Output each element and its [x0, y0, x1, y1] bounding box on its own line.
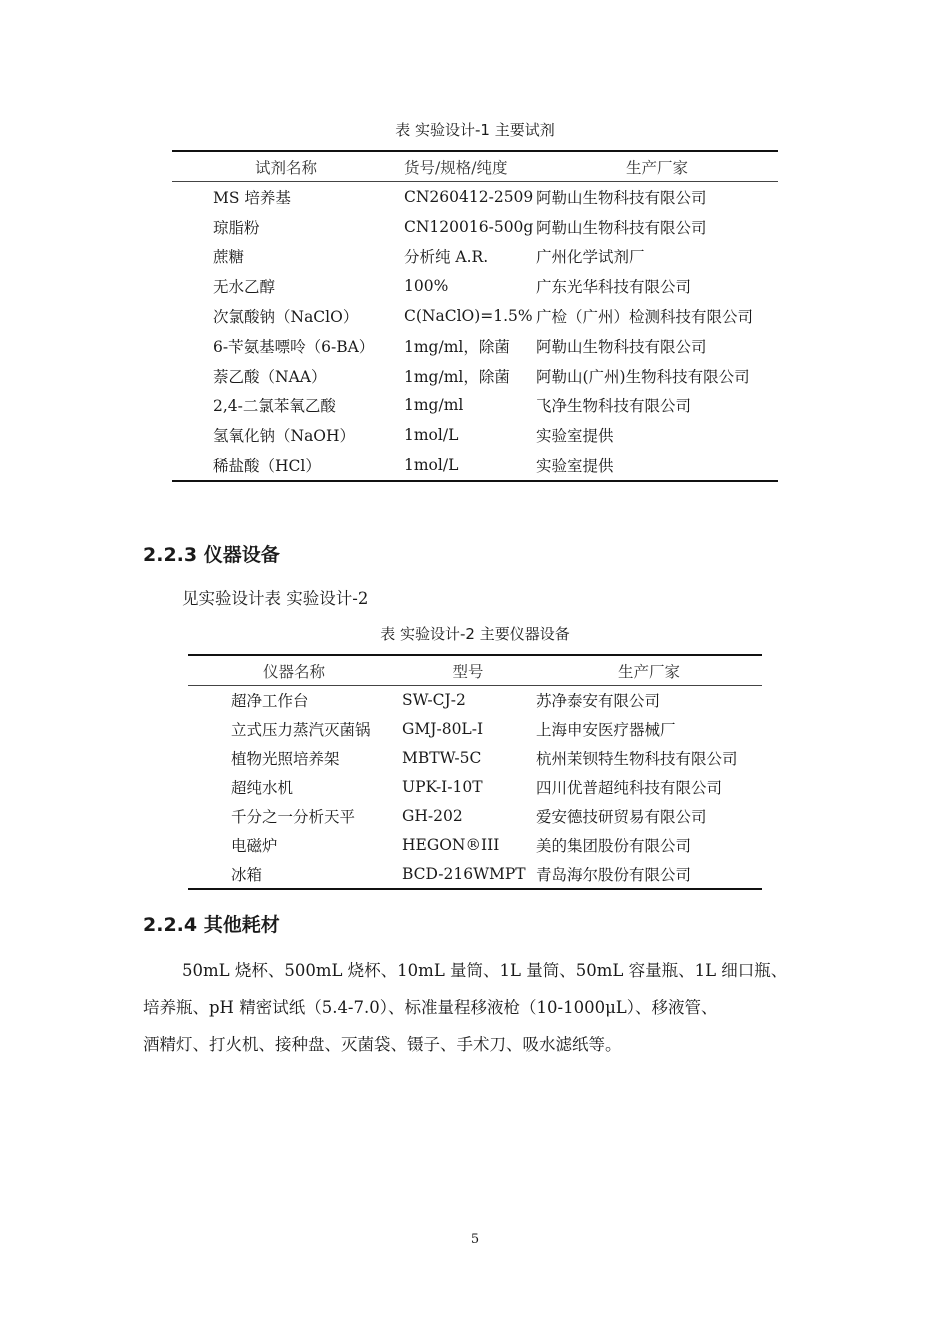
header-manufacturer: 生产厂家 [536, 151, 778, 182]
table-row [172, 242, 778, 272]
table-row [188, 802, 762, 831]
table-header-row [188, 655, 762, 686]
cell-manufacturer: 阿勒山(广州)生物科技有限公司 [536, 367, 750, 386]
cell-spec: C(NaClO)=1.5% [404, 307, 533, 326]
table2-caption: 表 实验设计-2 主要仪器设备 [380, 625, 570, 643]
cell-name: 无水乙醇 [213, 278, 276, 297]
instruments-table [188, 654, 762, 890]
cell-manufacturer: 青岛海尔股份有限公司 [536, 859, 762, 889]
cell-name: 次氯酸钠（NaClO） [213, 308, 359, 327]
cell-name: 冰箱 [188, 859, 400, 889]
page-number: 5 [470, 1232, 480, 1247]
paragraph-line-3: 酒精灯、打火机、接种盘、灭菌袋、镊子、手术刀、吸水滤纸等。 [143, 1035, 622, 1054]
table-row [172, 331, 778, 361]
table-row [172, 420, 778, 450]
cell-manufacturer: 广州化学试剂厂 [536, 248, 645, 267]
table-row [172, 212, 778, 242]
cell-manufacturer: 四川优普超纯科技有限公司 [536, 779, 723, 798]
header-catalog: 货号/规格/纯度 [400, 151, 536, 182]
table-row [172, 391, 778, 421]
cell-manufacturer: 上海申安医疗器械厂 [536, 721, 676, 740]
cell-spec: CN260412-2509 [404, 187, 534, 206]
cell-spec: 1mol/L [404, 426, 459, 445]
cell-name: 超纯水机 [231, 779, 294, 798]
table-row [172, 182, 778, 212]
header-model: 型号 [400, 655, 536, 686]
cell-spec: GMJ-80L-I [402, 720, 484, 739]
cell-manufacturer: 苏净泰安有限公司 [536, 692, 661, 711]
cell-name: 立式压力蒸汽灭菌锅 [231, 721, 371, 740]
cell-name: 琼脂粉 [213, 218, 260, 237]
header-instrument-name: 仪器名称 [188, 655, 400, 686]
table-row [172, 361, 778, 391]
cell-name: 6-苄氨基嘌呤（6-BA） [213, 337, 375, 356]
cell-spec: MBTW-5C [402, 749, 482, 768]
paragraph-line-1: 50mL 烧杯、500mL 烧杯、10mL 量筒、1L 量筒、50mL 容量瓶、1L 细口瓶、 [182, 961, 788, 980]
cell-manufacturer: 广东光华科技有限公司 [536, 278, 692, 297]
table-row [188, 744, 762, 773]
table-row [188, 686, 762, 715]
cell-name: 千分之一分析天平 [231, 808, 356, 826]
cell-spec: 1mg/ml，除菌 [404, 337, 510, 356]
table-row [188, 859, 762, 889]
cell-name: 电磁炉 [231, 836, 278, 855]
cell-spec: 100% [404, 277, 449, 296]
table1-caption: 表 实验设计-1 主要试剂 [395, 121, 555, 139]
cell-spec: GH-202 [402, 807, 463, 825]
table-row [188, 773, 762, 802]
cell-spec: CN120016-500g [404, 217, 534, 236]
section-heading-2-2-4: 2.2.4 其他耗材 [143, 914, 280, 936]
cell-spec: UPK-I-10T [402, 778, 483, 797]
table-header-row [172, 151, 778, 182]
cell-name: 稀盐酸（HCl） [172, 450, 400, 481]
cell-spec: BCD-216WMPT [400, 859, 536, 889]
reagents-table [172, 150, 778, 482]
cell-manufacturer: 阿勒山生物科技有限公司 [536, 188, 707, 207]
cell-spec: SW-CJ-2 [402, 691, 466, 710]
cell-name: 蔗糖 [213, 248, 245, 267]
cell-manufacturer: 阿勒山生物科技有限公司 [536, 337, 707, 356]
cell-name: 2,4-二氯苯氧乙酸 [213, 397, 336, 416]
cell-manufacturer: 爱安德技研贸易有限公司 [536, 808, 707, 826]
cell-name: MS 培养基 [213, 188, 291, 207]
section-heading-2-2-3: 2.2.3 仪器设备 [143, 544, 280, 566]
cell-name: 萘乙酸（NAA） [213, 367, 327, 386]
cell-manufacturer: 广检（广州）检测科技有限公司 [536, 308, 754, 327]
cell-name: 超净工作台 [231, 692, 309, 711]
cell-spec: HEGON®III [402, 835, 500, 854]
table-row [172, 271, 778, 301]
cell-manufacturer: 美的集团股份有限公司 [536, 836, 692, 855]
cell-name: 植物光照培养架 [231, 750, 340, 769]
header-reagent-name: 试剂名称 [172, 151, 400, 182]
table-row [188, 715, 762, 744]
cell-manufacturer: 杭州茉钡特生物科技有限公司 [536, 750, 738, 769]
section-text: 见实验设计表 实验设计-2 [182, 589, 369, 608]
paragraph-line-2: 培养瓶、pH 精密试纸（5.4-7.0）、标准量程移液枪（10-1000μL）、移液管、 [143, 998, 718, 1017]
table-row [188, 830, 762, 859]
cell-spec: 1mol/L [400, 450, 536, 481]
cell-manufacturer: 飞净生物科技有限公司 [536, 397, 692, 416]
cell-manufacturer: 实验室提供 [536, 427, 614, 446]
cell-name: 氢氧化钠（NaOH） [213, 427, 356, 446]
cell-spec: 分析纯 A.R. [404, 248, 489, 267]
cell-manufacturer: 阿勒山生物科技有限公司 [536, 218, 707, 237]
table-row [172, 301, 778, 331]
cell-spec: 1mg/ml [404, 396, 464, 415]
cell-spec: 1mg/ml，除菌 [404, 367, 510, 386]
header-manufacturer: 生产厂家 [536, 655, 762, 686]
cell-manufacturer: 实验室提供 [536, 450, 778, 481]
table-row [172, 450, 778, 481]
